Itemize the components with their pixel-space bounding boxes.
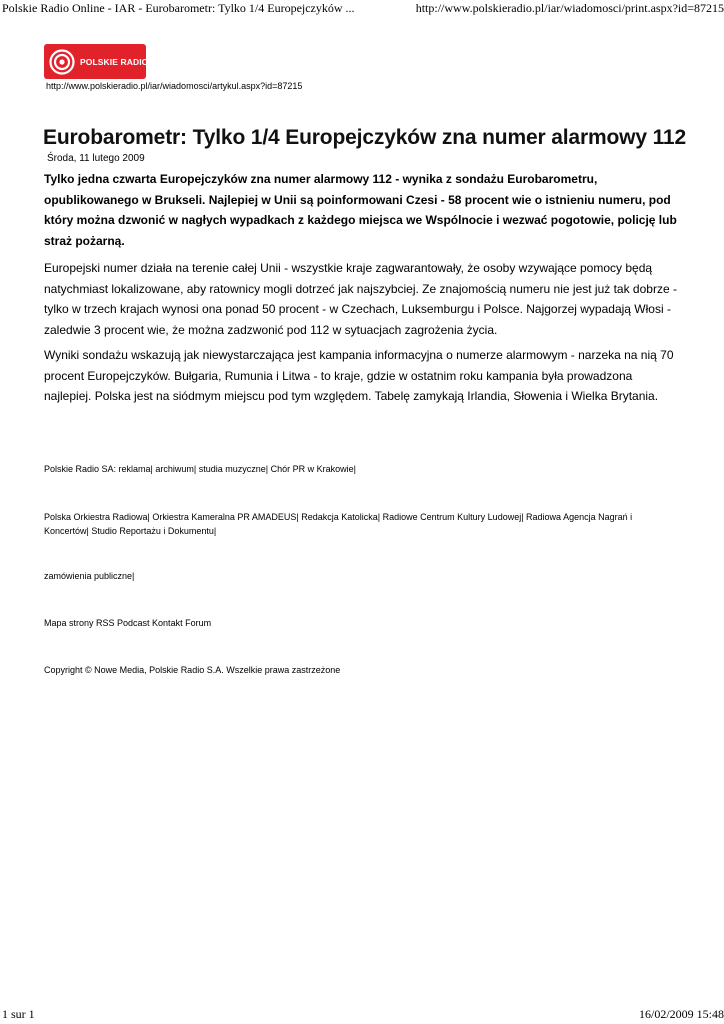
print-page-number: 1 sur 1 — [2, 1007, 35, 1021]
footer-public-procurement — [44, 569, 684, 583]
lead-line: który można dzwonić w nagłych wypadkach z każdego miejsca we Wspólnocie i wezwać pogotowie, policję lub — [44, 213, 677, 227]
article-paragraph-2 — [44, 345, 689, 407]
lead-line: straż pożarną. — [44, 233, 125, 248]
logo-text: POLSKIE RADIO — [80, 56, 149, 67]
paragraph-line: zaledwie 3 procent wie, że można zadzwonić pod 112 w sytuacjach zagrożenia życia. — [44, 322, 498, 337]
lead-line: opublikowanego w Brukseli. Najlepiej w Unii są poinformowani Czesi - 58 procent wie o istnieniu numeru, pod — [44, 192, 671, 207]
paragraph-line: natychmiast lokalizowane, aby ratownicy mogli dotrzeć jak najszybciej. Ze znajomością numeru nie jest już tak dobrze - — [44, 281, 677, 296]
polskie-radio-logo-icon — [49, 49, 75, 75]
footer-orchestra-links-text[interactable]: Polska Orkiestra Radiowa| Orkiestra Kameralna PR AMADEUS| Redakcja Katolicka| Radiowe Centrum Kultury Ludowej| Radiowa Agencja Nagrań i — [44, 512, 633, 522]
public-procurement-link[interactable]: zamówienia publiczne| — [44, 571, 135, 581]
article-paragraph-1 — [44, 258, 689, 340]
polskie-radio-logo[interactable] — [44, 44, 149, 79]
site-links-text[interactable]: Mapa strony RSS Podcast Kontakt Forum — [44, 618, 212, 628]
source-url: http://www.polskieradio.pl/iar/wiadomosci/artykul.aspx?id=87215 — [46, 81, 303, 91]
footer-orchestra-links — [44, 510, 684, 538]
footer-orchestra-links-text-cont[interactable]: Koncertów| Studio Reportażu i Dokumentu| — [44, 526, 217, 536]
paragraph-line: Europejski numer działa na terenie całej Unii - wszystkie kraje zagwarantowały, że osoby wzywające pomocy będą — [44, 261, 653, 275]
lead-line: Tylko jedna czwarta Europejczyków zna numer alarmowy 112 - wynika z sondażu Eurobarometru, — [44, 172, 598, 186]
paragraph-line: najlepiej. Polska jest na siódmym miejscu pod tym względem. Tabelę zamykają Irlandia, Słowenia i Wielka Brytania. — [44, 389, 659, 403]
paragraph-line: procent Europejczyków. Bułgaria, Rumunia i Litwa - to kraje, gdzie w ostatnim roku kampania była prowadzona — [44, 368, 633, 383]
print-page-url: http://www.polskieradio.pl/iar/wiadomosci/print.aspx?id=87215 — [415, 1, 724, 15]
footer-copyright: Copyright © Nowe Media, Polskie Radio S.A. Wszelkie prawa zastrzeżone — [44, 665, 341, 675]
footer-site-links — [44, 616, 684, 630]
article-lead — [44, 169, 684, 251]
paragraph-line: Wyniki sondażu wskazują jak niewystarczająca jest kampania informacyjna o numerze alarmowym - narzeka na nią 70 — [44, 348, 674, 362]
paragraph-line: tylko w trzech krajach wynosi ona ponad 50 procent - w Czechach, Luksemburgu i Polsce. Najgorzej wypadają Włosi - — [44, 302, 671, 316]
article-title: Eurobarometr: Tylko 1/4 Europejczyków zna numer alarmowy 112 — [43, 126, 686, 149]
print-datetime: 16/02/2009 15:48 — [638, 1007, 724, 1021]
footer-company-links-text[interactable]: Polskie Radio SA: reklama| archiwum| studia muzyczne| Chór PR w Krakowie| — [44, 464, 356, 474]
footer-company-links — [44, 462, 684, 476]
article-date: Środa, 11 lutego 2009 — [47, 153, 145, 164]
print-page-title: Polskie Radio Online - IAR - Eurobarometr: Tylko 1/4 Europejczyków ... — [2, 1, 355, 15]
